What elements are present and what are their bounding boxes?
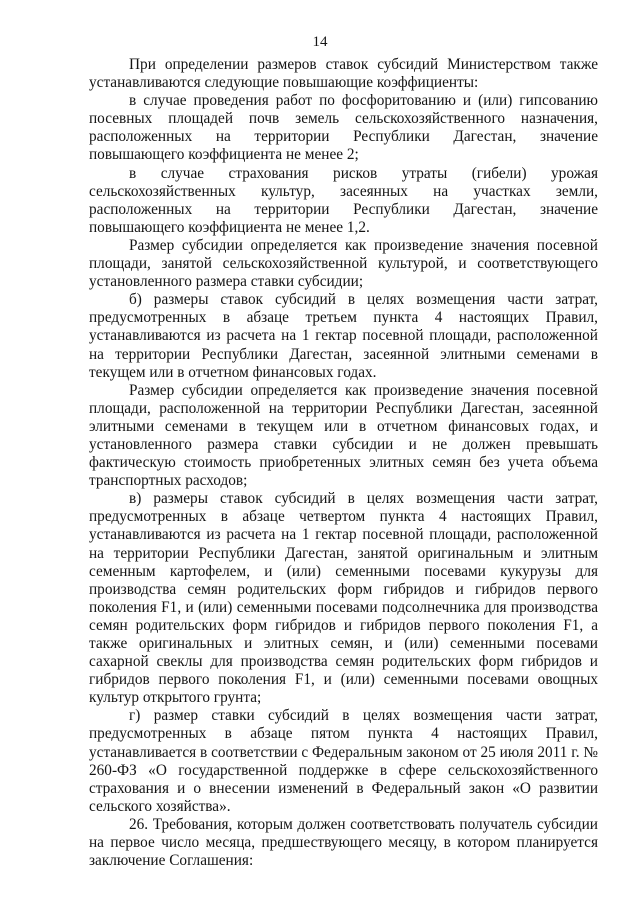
paragraph-item-b: б) размеры ставок субсидий в целях возмещения части затрат, предусмотренных в абзаце третьем пункта 4 настоящих Правил, устанавливаются из расчета на 1 гектар посевной площади, расположенной на территории Республики Дагестан, засеянной элитными семенами в текущем или в отчетном финансовых годах. [89, 291, 598, 381]
paragraph-phosphorite-coefficient: в случае проведения работ по фосфоритованию и (или) гипсованию посевных площадей почв земель сельскохозяйственного назначения, расположенных на территории Республики Дагестан, значение повышающего коэффициента не менее 2; [89, 92, 598, 164]
document-body [89, 56, 598, 870]
paragraph-intro-coefficients: При определении размеров ставок субсидий Министерством также устанавливаются следующие повышающие коэффициенты: [89, 56, 598, 92]
paragraph-subsidy-size-elite-seeds: Размер субсидии определяется как произведение значения посевной площади, расположенной на территории Республики Дагестан, засеянной элитными семенами в текущем или в отчетном финансовых годах, и установленного размера ставки субсидии и не должен превышать фактическую стоимость приобретенных элитных семян без учета объема транспортных расходов; [89, 381, 598, 490]
paragraph-item-v: в) размеры ставок субсидий в целях возмещения части затрат, предусмотренных в абзаце четвертом пункта 4 настоящих Правил, устанавливаются из расчета на 1 гектар посевной площади, расположенной на территории Республики Дагестан, занятой оригинальным и элитным семенным картофелем, и (или) семенными посевами кукурузы для производства семян родительских форм гибридов и гибридов первого поколения F1, и (или) семенными посевами подсолнечника для производства семян родительских форм гибридов и гибридов первого поколения F1, а также оригинальных и элитных семян, и (или) семенными посевами сахарной свеклы для производства семян родительских форм гибридов и гибридов первого поколения F1, и (или) семенными посевами овощных культур открытого грунта; [89, 490, 598, 707]
paragraph-subsidy-size-crop: Размер субсидии определяется как произведение значения посевной площади, занятой сельскохозяйственной культурой, и соответствующего установленного размера ставки субсидии; [89, 236, 598, 291]
paragraph-item-26: 26. Требования, которым должен соответствовать получатель субсидии на первое число месяца, предшествующего месяцу, в котором планируется заключение Соглашения: [89, 815, 598, 870]
paragraph-insurance-coefficient: в случае страхования рисков утраты (гибели) урожая сельскохозяйственных культур, засеянных на участках земли, расположенных на территории Республики Дагестан, значение повышающего коэффициента не менее 1,2. [89, 164, 598, 236]
page-number: 14 [312, 34, 328, 50]
paragraph-item-g: г) размер ставки субсидий в целях возмещения части затрат, предусмотренных в абзаце пятом пункта 4 настоящих Правил, устанавливается в соответствии с Федеральным законом от 25 июля 2011 г. № 260-ФЗ «О государственной поддержке в сфере сельскохозяйственного страхования и о внесении изменений в Федеральный закон «О развитии сельского хозяйства». [89, 707, 598, 815]
